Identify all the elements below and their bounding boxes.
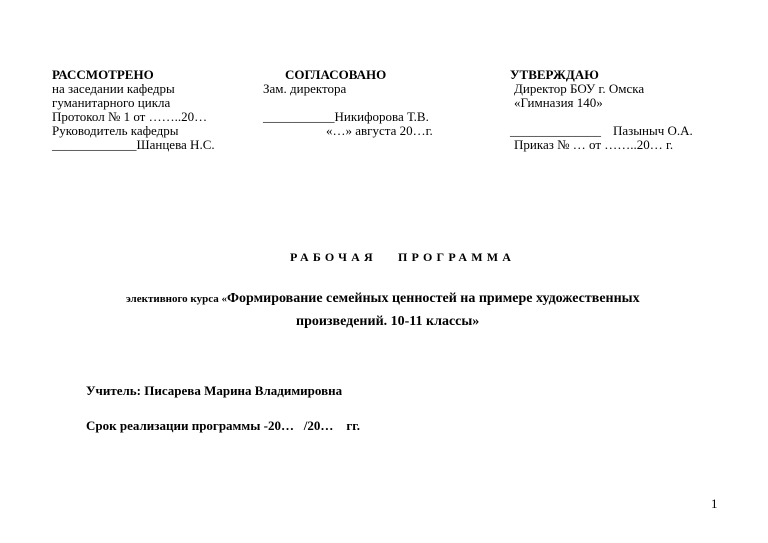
left-line-1: на заседании кафедры xyxy=(52,81,175,96)
right-line-3-name: Пазыныч О.А. xyxy=(613,123,693,138)
left-line-3: Протокол № 1 от ……..20… xyxy=(52,109,208,124)
course-prefix: элективного курса « xyxy=(126,293,228,305)
left-heading: РАССМОТРЕНО xyxy=(52,67,154,82)
course-name-line-1: Формирование семейных ценностей на примере художественных xyxy=(227,291,640,306)
right-line-3-blank: ______________ xyxy=(510,123,601,138)
center-line-2: ___________Никифорова Т.В. xyxy=(263,109,429,124)
teacher: Учитель: Писарева Марина Владимировна xyxy=(86,383,343,398)
right-line-1: Директор БОУ г. Омска xyxy=(514,81,645,96)
page-number: 1 xyxy=(711,496,718,511)
right-line-4: Приказ № … от ……..20… г. xyxy=(514,137,674,152)
course-name-line-2: произведений. 10-11 классы» xyxy=(296,314,480,329)
center-line-1: Зам. директора xyxy=(263,81,347,96)
right-line-2: «Гимназия 140» xyxy=(514,95,603,110)
program-term: Срок реализации программы -20… /20… гг. xyxy=(86,418,360,433)
left-line-4: Руководитель кафедры xyxy=(52,123,179,138)
center-line-3: «…» августа 20…г. xyxy=(326,123,433,138)
left-line-2: гуманитарного цикла xyxy=(52,95,171,110)
title-word-1: РАБОЧАЯ xyxy=(290,250,377,264)
left-line-5: _____________Шанцева Н.С. xyxy=(52,137,215,152)
title-word-2: ПРОГРАММА xyxy=(398,250,516,264)
course-line-1 xyxy=(126,289,640,307)
center-heading: СОГЛАСОВАНО xyxy=(285,67,387,82)
right-heading: УТВЕРЖДАЮ xyxy=(510,67,599,82)
